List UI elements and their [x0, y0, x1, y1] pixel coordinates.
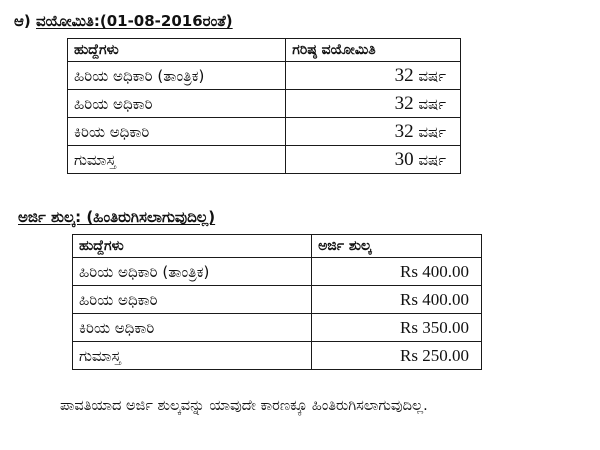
header-posts: ಹುದ್ದೆಗಳು: [68, 39, 286, 62]
non-refundable-note: ಪಾವತಿಯಾದ ಅರ್ಜಿ ಶುಲ್ಕವನ್ನು ಯಾವುದೇ ಕಾರಣಕ್ಕೂ ಹಿಂತಿರುಗಿಸಲಾಗುವುದಿಲ್ಲ.: [60, 398, 428, 414]
post-name: ಗುಮಾಸ್ತ: [68, 146, 286, 174]
fee-table: [72, 234, 482, 370]
table-row: [68, 146, 461, 174]
post-name: ಹಿರಿಯ ಅಧಿಕಾರಿ: [68, 90, 286, 118]
post-name: ಕಿರಿಯ ಅಧಿಕಾರಿ: [68, 118, 286, 146]
header-posts: ಹುದ್ದೆಗಳು: [73, 235, 312, 258]
fee-value: Rs 250.00: [312, 342, 482, 370]
table-header-row: [68, 39, 461, 62]
age-limit-title: ವಯೋಮಿತಿ:(01-08-2016ರಂತೆ): [36, 12, 233, 30]
table-row: [68, 62, 461, 90]
table-header-row: [73, 235, 482, 258]
post-name: ಹಿರಿಯ ಅಧಿಕಾರಿ (ತಾಂತ್ರಿಕ): [73, 258, 312, 286]
header-fee: ಅರ್ಜಿ ಶುಲ್ಕ: [312, 235, 482, 258]
table-row: [73, 342, 482, 370]
header-max-age: ಗರಿಷ್ಠ ವಯೋಮಿತಿ: [286, 39, 461, 62]
age-value: 32 ವರ್ಷ: [286, 118, 461, 146]
age-value: 30 ವರ್ಷ: [286, 146, 461, 174]
fee-title: ಅರ್ಜಿ ಶುಲ್ಕ: (ಹಿಂತಿರುಗಿಸಲಾಗುವುದಿಲ್ಲ): [18, 208, 216, 226]
section-label: ಆ): [14, 12, 31, 30]
table-row: [68, 90, 461, 118]
table-row: [73, 314, 482, 342]
table-row: [68, 118, 461, 146]
post-name: ಗುಮಾಸ್ತ: [73, 342, 312, 370]
post-name: ಹಿರಿಯ ಅಧಿಕಾರಿ: [73, 286, 312, 314]
age-value: 32 ವರ್ಷ: [286, 90, 461, 118]
age-limit-heading: [14, 12, 233, 30]
fee-heading: [18, 208, 215, 226]
fee-value: Rs 400.00: [312, 286, 482, 314]
post-name: ಕಿರಿಯ ಅಧಿಕಾರಿ: [73, 314, 312, 342]
post-name: ಹಿರಿಯ ಅಧಿಕಾರಿ (ತಾಂತ್ರಿಕ): [68, 62, 286, 90]
age-limit-table: [67, 38, 461, 174]
table-row: [73, 286, 482, 314]
fee-value: Rs 350.00: [312, 314, 482, 342]
age-value: 32 ವರ್ಷ: [286, 62, 461, 90]
table-row: [73, 258, 482, 286]
fee-value: Rs 400.00: [312, 258, 482, 286]
